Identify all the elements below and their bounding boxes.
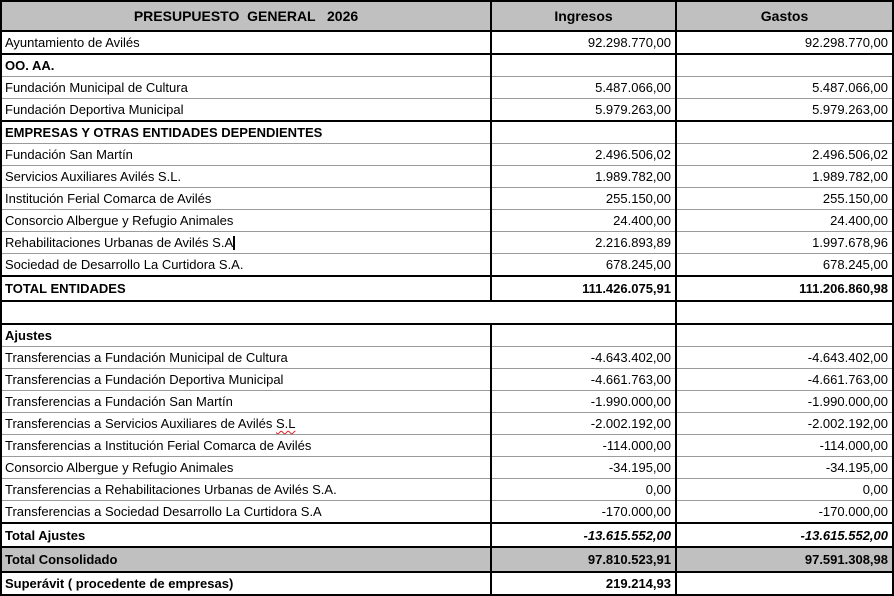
entity-label-cell[interactable]: Transferencias a Fundación San Martín	[1, 391, 491, 413]
ingresos-value-cell[interactable]: 5.979.263,00	[491, 99, 676, 122]
entity-label-cell[interactable]: Transferencias a Institución Ferial Comarca de Avilés	[1, 435, 491, 457]
gastos-column-header[interactable]: Gastos	[676, 1, 893, 31]
entity-label-cell[interactable]: Total Ajustes	[1, 523, 491, 547]
table-title-cell[interactable]: PRESUPUESTO GENERAL 2026	[1, 1, 491, 31]
entity-label-cell[interactable]: Transferencias a Servicios Auxiliares de Avilés S.L	[1, 413, 491, 435]
gastos-value-cell[interactable]: 678.245,00	[676, 254, 893, 277]
table-row	[1, 121, 893, 144]
ingresos-value-cell[interactable]: 1.989.782,00	[491, 166, 676, 188]
table-row	[1, 501, 893, 524]
gastos-value-cell[interactable]: -114.000,00	[676, 435, 893, 457]
entity-label-cell[interactable]: OO. AA.	[1, 54, 491, 77]
ingresos-value-cell[interactable]: -114.000,00	[491, 435, 676, 457]
table-row	[1, 210, 893, 232]
gastos-value-cell[interactable]: 97.591.308,98	[676, 547, 893, 572]
table-row	[1, 324, 893, 347]
entity-label-cell[interactable]: Fundación San Martín	[1, 144, 491, 166]
ingresos-value-cell[interactable]	[491, 54, 676, 77]
entity-label-cell[interactable]: Fundación Deportiva Municipal	[1, 99, 491, 122]
gastos-value-cell[interactable]	[676, 572, 893, 595]
gastos-value-cell[interactable]	[676, 121, 893, 144]
gastos-value-cell[interactable]: -170.000,00	[676, 501, 893, 524]
entity-label-cell[interactable]: Rehabilitaciones Urbanas de Avilés S.A	[1, 232, 491, 254]
ingresos-value-cell[interactable]: -2.002.192,00	[491, 413, 676, 435]
gastos-value-cell[interactable]	[676, 301, 893, 324]
entity-label-cell[interactable]: Consorcio Albergue y Refugio Animales	[1, 457, 491, 479]
gastos-value-cell[interactable]: 92.298.770,00	[676, 31, 893, 54]
ingresos-value-cell[interactable]: -4.661.763,00	[491, 369, 676, 391]
entity-label-cell[interactable]: Ajustes	[1, 324, 491, 347]
gastos-value-cell[interactable]	[676, 54, 893, 77]
ingresos-value-cell[interactable]: -34.195,00	[491, 457, 676, 479]
entity-label-cell[interactable]: Superávit ( procedente de empresas)	[1, 572, 491, 595]
gastos-value-cell[interactable]: 111.206.860,98	[676, 276, 893, 301]
table-row	[1, 31, 893, 54]
table-row	[1, 99, 893, 122]
gastos-value-cell[interactable]: 5.979.263,00	[676, 99, 893, 122]
gastos-value-cell[interactable]: 1.989.782,00	[676, 166, 893, 188]
ingresos-value-cell[interactable]: -4.643.402,00	[491, 347, 676, 369]
entity-label-cell[interactable]: Transferencias a Fundación Deportiva Municipal	[1, 369, 491, 391]
table-row	[1, 54, 893, 77]
entity-label-cell[interactable]: EMPRESAS Y OTRAS ENTIDADES DEPENDIENTES	[1, 121, 491, 144]
ingresos-value-cell[interactable]: 678.245,00	[491, 254, 676, 277]
misspelled-text: S.L	[275, 416, 296, 431]
gastos-value-cell[interactable]: -4.661.763,00	[676, 369, 893, 391]
entity-label-cell[interactable]: TOTAL ENTIDADES	[1, 276, 491, 301]
ingresos-value-cell[interactable]: -170.000,00	[491, 501, 676, 524]
table-row	[1, 144, 893, 166]
table-header-row	[1, 1, 893, 31]
gastos-value-cell[interactable]: 0,00	[676, 479, 893, 501]
gastos-value-cell[interactable]: -13.615.552,00	[676, 523, 893, 547]
table-row	[1, 77, 893, 99]
entity-label-cell[interactable]	[1, 301, 676, 324]
table-row	[1, 435, 893, 457]
table-row	[1, 188, 893, 210]
gastos-value-cell[interactable]: 1.997.678,96	[676, 232, 893, 254]
entity-label-cell[interactable]: Servicios Auxiliares Avilés S.L.	[1, 166, 491, 188]
entity-label-cell[interactable]: Institución Ferial Comarca de Avilés	[1, 188, 491, 210]
entity-label-cell[interactable]: Transferencias a Fundación Municipal de Cultura	[1, 347, 491, 369]
table-row	[1, 301, 893, 324]
ingresos-value-cell[interactable]	[491, 324, 676, 347]
gastos-value-cell[interactable]	[676, 324, 893, 347]
entity-label-cell[interactable]: Fundación Municipal de Cultura	[1, 77, 491, 99]
table-row	[1, 254, 893, 277]
table-row	[1, 166, 893, 188]
table-row	[1, 369, 893, 391]
table-row	[1, 232, 893, 254]
gastos-value-cell[interactable]: -2.002.192,00	[676, 413, 893, 435]
gastos-value-cell[interactable]: -34.195,00	[676, 457, 893, 479]
ingresos-value-cell[interactable]: 5.487.066,00	[491, 77, 676, 99]
table-row	[1, 413, 893, 435]
ingresos-value-cell[interactable]	[491, 121, 676, 144]
entity-label-cell[interactable]: Total Consolidado	[1, 547, 491, 572]
ingresos-value-cell[interactable]: -1.990.000,00	[491, 391, 676, 413]
gastos-value-cell[interactable]: 2.496.506,02	[676, 144, 893, 166]
entity-label-cell[interactable]: Transferencias a Rehabilitaciones Urbanas de Avilés S.A.	[1, 479, 491, 501]
table-row	[1, 457, 893, 479]
table-row	[1, 391, 893, 413]
entity-label-cell[interactable]: Transferencias a Sociedad Desarrollo La Curtidora S.A	[1, 501, 491, 524]
ingresos-value-cell[interactable]: -13.615.552,00	[491, 523, 676, 547]
entity-label-cell[interactable]: Ayuntamiento de Avilés	[1, 31, 491, 54]
ingresos-value-cell[interactable]: 255.150,00	[491, 188, 676, 210]
table-row	[1, 547, 893, 572]
gastos-value-cell[interactable]: 5.487.066,00	[676, 77, 893, 99]
table-row	[1, 347, 893, 369]
ingresos-value-cell[interactable]: 92.298.770,00	[491, 31, 676, 54]
entity-label-cell[interactable]: Consorcio Albergue y Refugio Animales	[1, 210, 491, 232]
gastos-value-cell[interactable]: 255.150,00	[676, 188, 893, 210]
table-body	[1, 31, 893, 595]
table-row	[1, 276, 893, 301]
ingresos-value-cell[interactable]: 97.810.523,91	[491, 547, 676, 572]
table-row	[1, 572, 893, 595]
text-cursor	[233, 236, 235, 250]
ingresos-value-cell[interactable]: 111.426.075,91	[491, 276, 676, 301]
gastos-value-cell[interactable]: 24.400,00	[676, 210, 893, 232]
ingresos-value-cell[interactable]: 2.216.893,89	[491, 232, 676, 254]
entity-label-cell[interactable]: Sociedad de Desarrollo La Curtidora S.A.	[1, 254, 491, 277]
gastos-value-cell[interactable]: -1.990.000,00	[676, 391, 893, 413]
table-row	[1, 479, 893, 501]
table-row	[1, 523, 893, 547]
ingresos-value-cell[interactable]: 24.400,00	[491, 210, 676, 232]
ingresos-column-header[interactable]: Ingresos	[491, 1, 676, 31]
gastos-value-cell[interactable]: -4.643.402,00	[676, 347, 893, 369]
ingresos-value-cell[interactable]: 0,00	[491, 479, 676, 501]
ingresos-value-cell[interactable]: 219.214,93	[491, 572, 676, 595]
ingresos-value-cell[interactable]: 2.496.506,02	[491, 144, 676, 166]
